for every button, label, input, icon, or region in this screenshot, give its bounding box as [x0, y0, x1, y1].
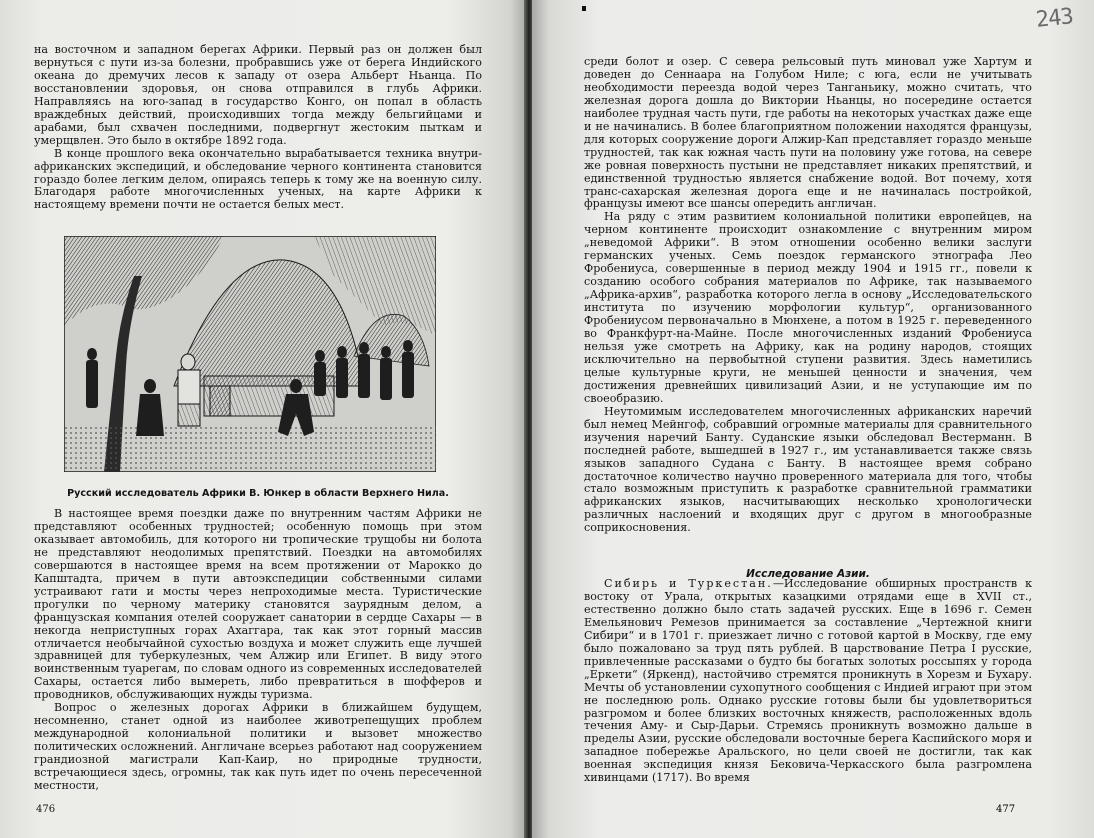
figure-caption: Русский исследователь Африки В. Юнкер в области Верхнего Нила.	[67, 488, 449, 499]
handwritten-number: 243	[1034, 4, 1074, 33]
left-paragraph-4: Вопрос о железных дорогах Африки в ближайшем будущем, несомненно, станет одной из наиболее животрепещущих проблем международной колониальной политики и вызовет множество политических осложнений. Англичане всерьез работают над сооружением грандиозной магистрали Кап-Каир, но природные трудности, встречающиеся здесь, огромны, так как путь идет по очень пересеченной местности,	[34, 701, 482, 793]
engraving-drawing	[64, 236, 436, 472]
right-paragraph-3: Неутомимым исследователем многочисленных африканских наречий был немец Мейнгоф, собравший огромные материалы для сравнительного изучения наречий Банту. Суданские языки обследовал Вестерманн. В последней работе, вышедшей в 1927 г., им устанавливается также связь языков западного Судана с Банту. В настоящее время собрано достаточное количество научно проверенного материала для того, чтобы стало возможным приступить к разработке сравнительной грамматики африканских языков, насчитывающих несколько хронологически различных наслоений и входящих друг с другом в многообразные соприкосновения.	[584, 404, 1032, 535]
right-paragraph-2: На ряду с этим развитием колониальной политики европейцев, на черном континенте происходит ознакомление с внутренним миром „неведомой Африки“. В этом отношении особенно велики заслуги германских ученых. Семь поездок германского этнографа Лео Фробениуса, совершенные в период между 1904 и 1915 гг., повели к созданию особого собрания материалов по Африке, так называемого „Африка-архив“, разработка которого легла в основу „Исследовательского института по изучению морфологии культур“, организованного Фробениусом первоначально в Мюнхене, а потом в 1925 г. переведенного во Франкфурт-на-Майне. После многочисленных изданий Фробениуса нельзя уже смотреть на Африку, как на родину народов, стоящих исключительно на первобытной ступени развития. Здесь наметились целые культурные круги, не меньшей ценности и значения, чем достижения древнейших цивилизаций Азии, и не уступающие им по своеобразию.	[584, 210, 1032, 405]
left-paragraph-2: В конце прошлого века окончательно вырабатывается техника внутри-африканских экспедиций, и обследование черного континента становится гораздо более легким делом, опираясь теперь к тому же на военную силу. Благодаря работе многочисленных ученых, на карте Африки к настоящему времени почти не остается белых мест.	[34, 146, 482, 212]
right-top-column	[584, 56, 1032, 535]
section-heading: Исследование Азии.	[746, 568, 870, 580]
left-page	[0, 0, 526, 838]
left-bottom-column	[34, 508, 482, 793]
page-number-left: 476	[36, 804, 56, 815]
right-bottom-column	[584, 578, 1032, 785]
right-paragraph-4	[584, 578, 1032, 785]
print-mark	[582, 6, 586, 11]
left-paragraph-1: на восточном и западном берегах Африки. Первый раз он должен был вернуться с пути из-за болезни, пробравшись уже от берега Индийского океана до дремучих лесов к западу от озера Альберт Ньанца. По восстановлении здоровья, он снова отправился в глубь Африки. Направляясь на юго-запад в государство Конго, он попал в область враждебных действий, происходивших тогда между бельгийцами и арабами, был схвачен последними, подвергнут жестоким пыткам и умерщвлен. Это было в октябре 1892 года.	[34, 43, 482, 147]
right-page	[532, 0, 1094, 838]
left-top-column	[34, 44, 482, 212]
left-paragraph-3: В настоящее время поездки даже по внутренним частям Африки не представляют особенных трудностей; особенную помощь при этом оказывает автомобиль, для которого ни тропические трущобы ни болота не представляют неодолимых препятствий. Поездки на автомобилях совершаются в настоящее время на всем протяжении от Марокко до Капштадта, причем в пути автоэкспедиции собственными силами устраивают гати и мосты через непроходимые места. Туристические прогулки по черному материку становятся заурядным делом, а французская компания отелей сооружает санатории в сердце Сахары — в некогда неприступных горах Ахаггара, так как этот горный массив отличается необычайной сухостью воздуха и может служить еще лучшей здравницей для туберкулезных, чем Алжир или Египет. В виду этого воинственным туарегам, по словам одного из современных исследователей Сахары, остается либо вымереть, либо превратиться в шофферов и проводников, обслуживающих нужды туризма.	[34, 507, 482, 702]
section-body: —Исследование обширных пространств к востоку от Урала, открытых казацкими отрядами еще в XVII ст., естественно должно было стать задачей русских. Еще в 1696 г. Семен Емельянович Ремезов принимается за составление „Чертежной книги Сибири“ и в 1701 г. приезжает лично с готовой картой в Москву, где ему было пожаловано за труд пять рублей. В царствование Петра I русские, привлеченные рассказами о будто бы богатых золотых россыпях у города „Еркети“ (Яркенд), настойчиво стремятся проникнуть в Хорезм и Бухару. Мечты об установлении сухопутного сообщения с Индией играют при этом не последнюю роль. Однако русские готовы были бы удовлетвориться разгромом и более близких восточных княжеств, расположенных вдоль течения Аму- и Сыр-Дарьи. Стремясь проникнуть возможно дальше в пределы Азии, русские обследовали восточные берега Каспийского моря и западное побережье Аральского, но цели своей не достигли, так как военная экспедиция князя Бековича-Черкасского была разгромлена хивинцами (1717). Во время	[584, 577, 1032, 785]
section-lead: Сибирь и Туркестан.	[604, 577, 773, 590]
engraving-illustration	[64, 236, 436, 472]
right-paragraph-1: среди болот и озер. С севера рельсовый путь миновал уже Хартум и доведен до Сеннаара на Голубом Ниле; с юга, если не учитывать необходимости переезда водой через Танганьику, можно считать, что железная дорога дошла до Виктории Ньанцы, но посередине остается наиболее трудная часть пути, где работы на некоторых участках даже еще и не начинались. В более благоприятном положении находятся французы, для которых сооружение дороги Алжир-Кап представляет гораздо меньше трудностей, так как южная часть пути на половину уже готова, на севере же ровная поверхность пустыни не представляет никаких препятствий, и единственной трудностью является снабжение водой. Вот почему, хотя транс-сахарская железная дорога еще и не начиналась постройкой, французы имеют все шансы опередить англичан.	[584, 55, 1032, 211]
page-number-right: 477	[996, 804, 1016, 815]
